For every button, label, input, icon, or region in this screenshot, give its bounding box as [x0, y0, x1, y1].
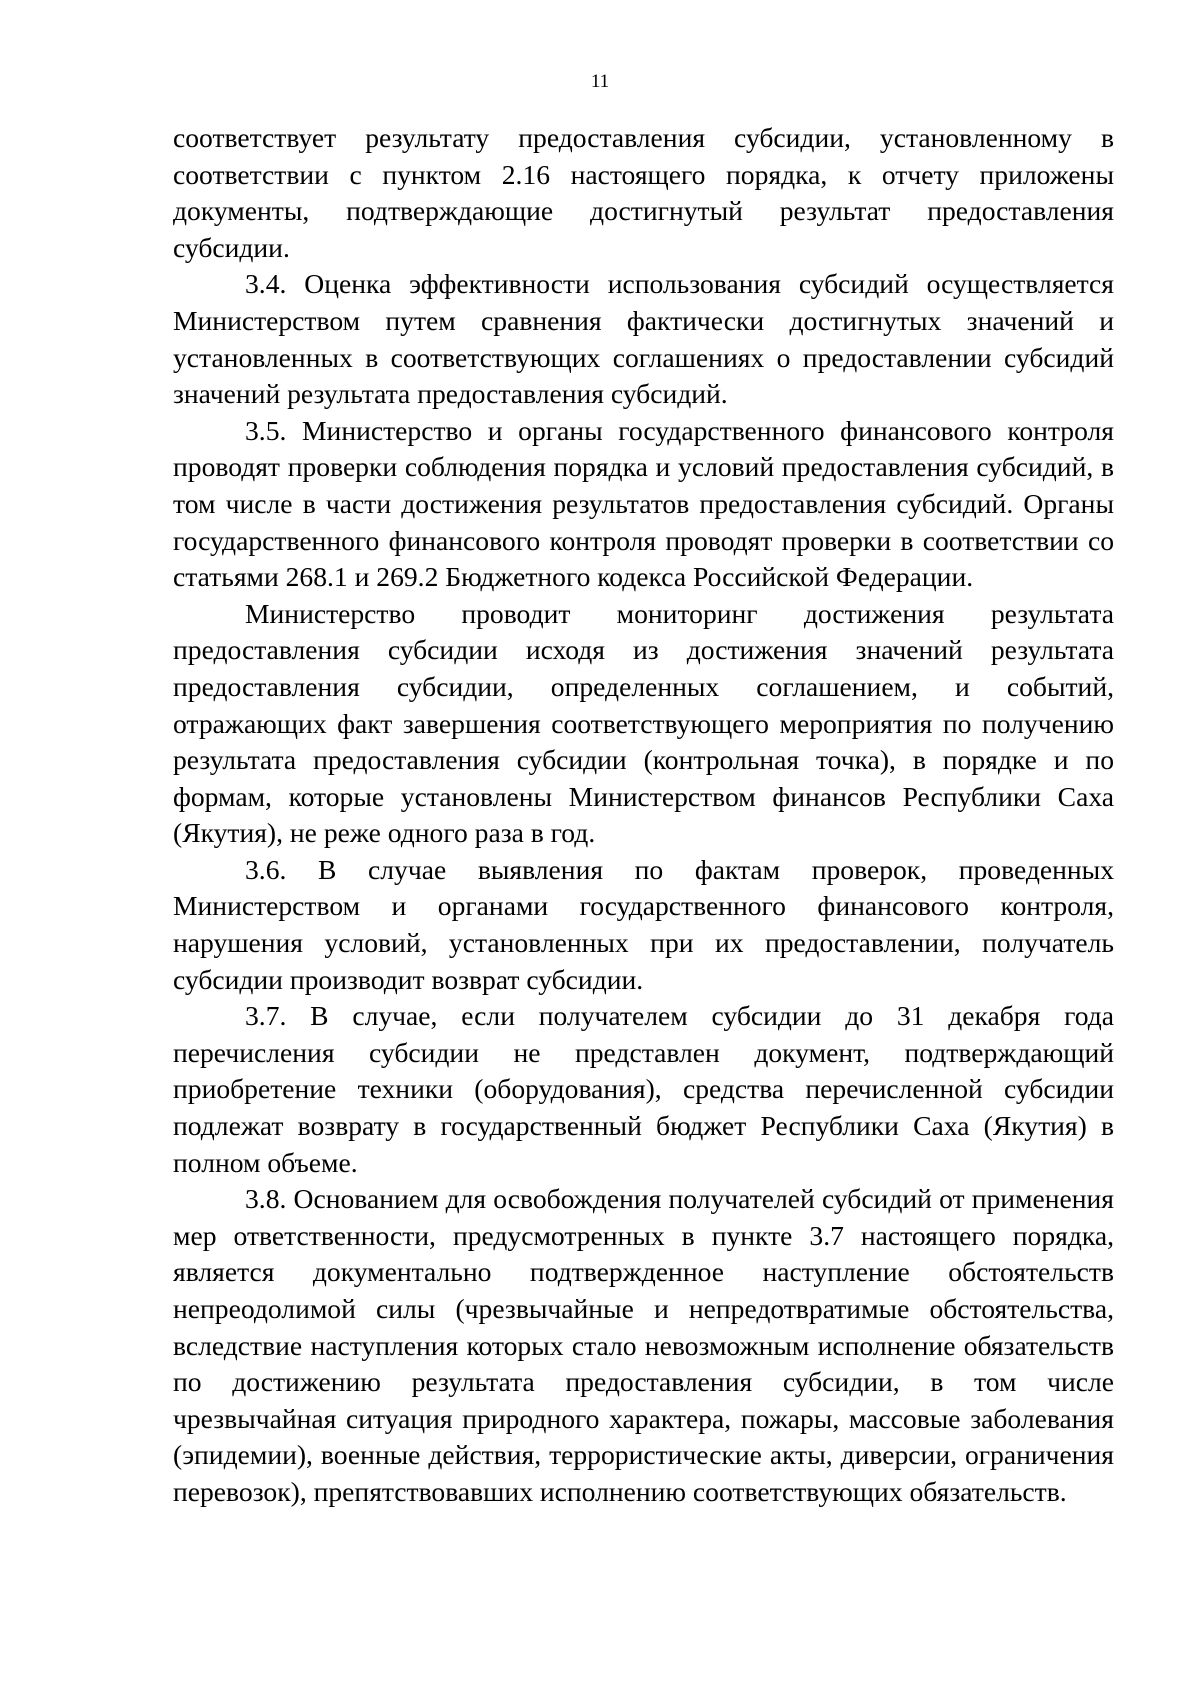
page-number: 11 — [590, 71, 610, 92]
paragraph-continuation: соответствует результату предоставления субсидии, установленному в соответствии с пунктом 2.16 настоящего порядка, к отчету приложены документы, подтверждающие достигнутый результат предоставления субсидии. — [173, 122, 1114, 263]
paragraph-3-8: 3.8. Основанием для освобождения получателей субсидий от применения мер ответственности, предусмотренных в пункте 3.7 настоящего порядка, является документально подтвержденное наступление обстоятельств непреодолимой силы (чрезвычайные и непредотвратимые обстоятельства, вследствие наступления которых стало невозможным исполнение обязательств по достижению результата предоставления субсидии, в том числе чрезвычайная ситуация природного характера, пожары, массовые заболевания (эпидемии), военные действия, террористические акты, диверсии, ограничения перевозок), препятствовавших исполнению соответствующих обязательств. — [173, 1183, 1114, 1507]
paragraph-3-4: 3.4. Оценка эффективности использования субсидий осуществляется Министерством путем сравнения фактически достигнутых значений и установленных в соответствующих соглашениях о предоставлении субсидий значений результата предоставления субсидий. — [173, 268, 1114, 410]
paragraph-3-6: 3.6. В случае выявления по фактам проверок, проведенных Министерством и органами государственного финансового контроля, нарушения условий, установленных при их предоставлении, получатель субсидии производит возврат субсидии. — [173, 853, 1114, 995]
paragraph-monitoring: Министерство проводит мониторинг достижения результата предоставления субсидии исходя из достижения значений результата предоставления субсидии, определенных соглашением, и событий, отражающих факт завершения соответствующего мероприятия по получению результата предоставления субсидии (контрольная точка), в порядке и по формам, которые установлены Министерством финансов Республики Саха (Якутия), не реже одного раза в год. — [173, 597, 1114, 849]
paragraph-3-5: 3.5. Министерство и органы государственного финансового контроля проводят проверки соблюдения порядка и условий предоставления субсидий, в том числе в части достижения результатов предоставления субсидий. Органы государственного финансового контроля проводят проверки в соответствии со статьями 268.1 и 269.2 Бюджетного кодекса Российской Федерации. — [173, 414, 1114, 593]
document-body — [173, 120, 1114, 1511]
paragraph-3-7: 3.7. В случае, если получателем субсидии до 31 декабря года перечисления субсидии не представлен документ, подтверждающий приобретение техники (оборудования), средства перечисленной субсидии подлежат возврату в государственный бюджет Республики Саха (Якутия) в полном объеме. — [173, 1000, 1114, 1178]
